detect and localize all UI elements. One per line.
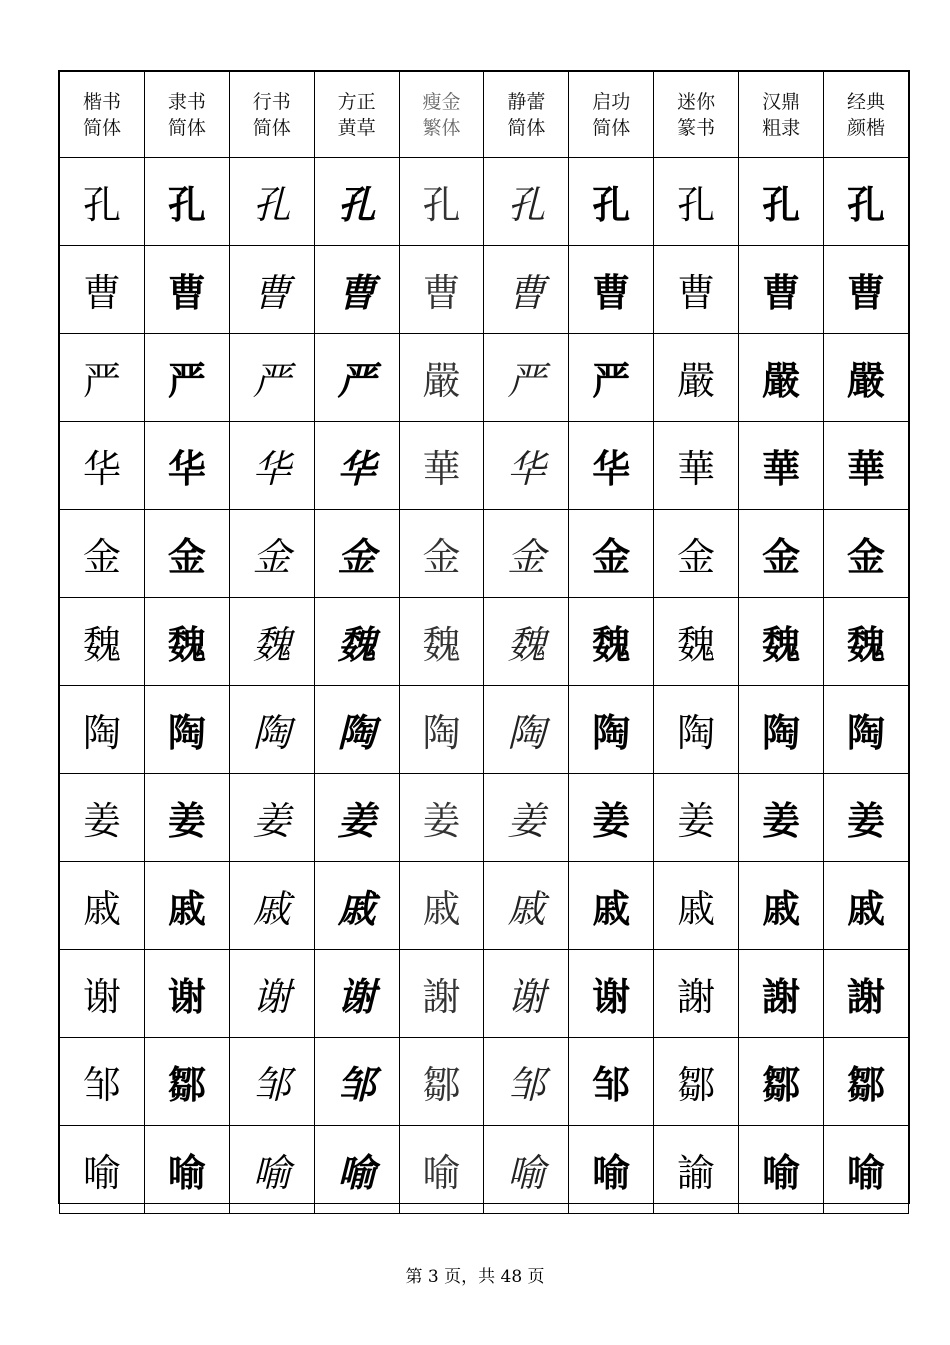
character-row: [60, 598, 909, 686]
character-cell: 喻: [399, 1126, 484, 1214]
character-cell: 魏: [60, 598, 145, 686]
calligraphy-font-table: [59, 71, 909, 1214]
header-xingshu-jianti: [229, 72, 314, 158]
header-jinglei-jianti: [484, 72, 569, 158]
character-cell: 戚: [314, 862, 399, 950]
header-jingdian-yankai: [824, 72, 909, 158]
calligraphy-font-table-frame: [58, 70, 910, 1204]
character-cell: 喻: [60, 1126, 145, 1214]
character-cell: 谢: [314, 950, 399, 1038]
character-cell: 姜: [484, 774, 569, 862]
header-line: 方正: [337, 90, 376, 113]
character-row: [60, 1126, 909, 1214]
character-row: [60, 1038, 909, 1126]
header-line: 繁体: [422, 116, 461, 139]
character-cell: 陶: [144, 686, 229, 774]
footer-total-pages: 48: [500, 1267, 523, 1287]
character-row: [60, 510, 909, 598]
character-cell: 戚: [824, 862, 909, 950]
character-cell: 鄒: [144, 1038, 229, 1126]
header-line: 瘦金: [422, 90, 461, 113]
header-line: 黄草: [337, 116, 376, 139]
header-line: 静蕾: [507, 90, 546, 113]
character-row: [60, 950, 909, 1038]
character-cell: 华: [60, 422, 145, 510]
character-cell: 谢: [229, 950, 314, 1038]
character-cell: 謝: [399, 950, 484, 1038]
character-cell: 華: [824, 422, 909, 510]
header-kaishu-jianti: [60, 72, 145, 158]
character-cell: 嚴: [824, 334, 909, 422]
character-cell: 喻: [144, 1126, 229, 1214]
character-cell: 邹: [229, 1038, 314, 1126]
character-cell: 陶: [229, 686, 314, 774]
character-cell: 姜: [144, 774, 229, 862]
character-cell: 謝: [824, 950, 909, 1038]
character-row: [60, 422, 909, 510]
character-cell: 孔: [229, 158, 314, 246]
character-cell: 陶: [60, 686, 145, 774]
character-cell: 曹: [654, 246, 739, 334]
character-grid-body: [60, 158, 909, 1214]
character-cell: 戚: [484, 862, 569, 950]
character-cell: 戚: [60, 862, 145, 950]
character-cell: 喻: [569, 1126, 654, 1214]
header-line: 楷书: [82, 90, 121, 113]
character-cell: 金: [399, 510, 484, 598]
character-cell: 金: [229, 510, 314, 598]
character-cell: 孔: [739, 158, 824, 246]
character-cell: 陶: [824, 686, 909, 774]
character-cell: 孔: [60, 158, 145, 246]
header-handing-culi: [739, 72, 824, 158]
character-cell: 金: [569, 510, 654, 598]
character-cell: 金: [60, 510, 145, 598]
character-cell: 魏: [314, 598, 399, 686]
character-cell: 谢: [144, 950, 229, 1038]
character-row: [60, 686, 909, 774]
character-cell: 华: [144, 422, 229, 510]
character-row: [60, 246, 909, 334]
character-cell: 邹: [569, 1038, 654, 1126]
character-cell: 谢: [484, 950, 569, 1038]
character-cell: 严: [484, 334, 569, 422]
character-cell: 姜: [229, 774, 314, 862]
character-cell: 华: [484, 422, 569, 510]
character-cell: 曹: [824, 246, 909, 334]
character-cell: 魏: [569, 598, 654, 686]
character-cell: 喻: [314, 1126, 399, 1214]
character-cell: 陶: [739, 686, 824, 774]
character-cell: 严: [144, 334, 229, 422]
character-row: [60, 334, 909, 422]
character-cell: 严: [314, 334, 399, 422]
character-cell: 魏: [484, 598, 569, 686]
character-row: [60, 158, 909, 246]
character-cell: 曹: [399, 246, 484, 334]
character-cell: 華: [399, 422, 484, 510]
character-cell: 严: [60, 334, 145, 422]
header-line: 简体: [167, 116, 206, 139]
header-line: 行书: [252, 90, 291, 113]
header-fangzheng-huangcao: [314, 72, 399, 158]
character-cell: 孔: [314, 158, 399, 246]
character-cell: 戚: [229, 862, 314, 950]
character-cell: 鄒: [399, 1038, 484, 1126]
character-cell: 姜: [399, 774, 484, 862]
character-row: [60, 862, 909, 950]
character-cell: 谢: [60, 950, 145, 1038]
character-cell: 喻: [229, 1126, 314, 1214]
character-cell: 姜: [60, 774, 145, 862]
character-cell: 金: [824, 510, 909, 598]
character-cell: 金: [484, 510, 569, 598]
header-line: 颜楷: [847, 116, 886, 139]
character-cell: 邹: [314, 1038, 399, 1126]
footer-current-page: 3: [427, 1267, 439, 1287]
character-cell: 謝: [654, 950, 739, 1038]
character-cell: 严: [569, 334, 654, 422]
character-cell: 戚: [399, 862, 484, 950]
character-cell: 嚴: [399, 334, 484, 422]
header-line: 简体: [252, 116, 291, 139]
header-line: 隶书: [167, 90, 206, 113]
character-cell: 魏: [824, 598, 909, 686]
character-cell: 陶: [484, 686, 569, 774]
character-cell: 曹: [144, 246, 229, 334]
footer-middle: 页，共: [444, 1267, 496, 1287]
footer-prefix: 第: [405, 1267, 423, 1287]
character-cell: 华: [569, 422, 654, 510]
header-line: 启功: [592, 90, 631, 113]
character-cell: 曹: [484, 246, 569, 334]
character-cell: 魏: [654, 598, 739, 686]
font-header-row: [60, 72, 909, 158]
character-cell: 华: [229, 422, 314, 510]
character-cell: 鄒: [739, 1038, 824, 1126]
character-cell: 陶: [569, 686, 654, 774]
character-cell: 諭: [654, 1126, 739, 1214]
character-cell: 孔: [399, 158, 484, 246]
character-cell: 魏: [229, 598, 314, 686]
character-cell: 姜: [824, 774, 909, 862]
header-qigong-jianti: [569, 72, 654, 158]
character-cell: 金: [654, 510, 739, 598]
header-shoujin-fanti: [399, 72, 484, 158]
header-mini-zhuanshu: [654, 72, 739, 158]
header-line: 简体: [82, 116, 121, 139]
character-row: [60, 774, 909, 862]
character-cell: 孔: [144, 158, 229, 246]
character-cell: 孔: [654, 158, 739, 246]
character-cell: 孔: [484, 158, 569, 246]
character-cell: 谢: [569, 950, 654, 1038]
character-cell: 戚: [739, 862, 824, 950]
header-line: 简体: [507, 116, 546, 139]
header-line: 迷你: [677, 90, 716, 113]
character-cell: 孔: [824, 158, 909, 246]
character-cell: 喻: [484, 1126, 569, 1214]
character-cell: 陶: [314, 686, 399, 774]
header-line: 汉鼎: [762, 90, 801, 113]
character-cell: 曹: [569, 246, 654, 334]
character-cell: 金: [739, 510, 824, 598]
character-cell: 邹: [60, 1038, 145, 1126]
header-line: 篆书: [677, 116, 716, 139]
character-cell: 曹: [739, 246, 824, 334]
character-cell: 曹: [60, 246, 145, 334]
footer-suffix: 页: [527, 1267, 545, 1287]
character-cell: 陶: [399, 686, 484, 774]
character-cell: 金: [314, 510, 399, 598]
character-cell: 华: [314, 422, 399, 510]
character-cell: 魏: [144, 598, 229, 686]
character-cell: 邹: [484, 1038, 569, 1126]
character-cell: 魏: [739, 598, 824, 686]
character-cell: 戚: [654, 862, 739, 950]
character-cell: 嚴: [739, 334, 824, 422]
header-lishu-jianti: [144, 72, 229, 158]
character-cell: 曹: [229, 246, 314, 334]
character-cell: 喻: [739, 1126, 824, 1214]
character-cell: 嚴: [654, 334, 739, 422]
character-cell: 孔: [569, 158, 654, 246]
character-cell: 華: [739, 422, 824, 510]
character-cell: 魏: [399, 598, 484, 686]
character-cell: 戚: [144, 862, 229, 950]
header-line: 粗隶: [762, 116, 801, 139]
character-cell: 严: [229, 334, 314, 422]
character-cell: 金: [144, 510, 229, 598]
character-cell: 姜: [314, 774, 399, 862]
character-cell: 姜: [739, 774, 824, 862]
header-line: 简体: [592, 116, 631, 139]
character-cell: 姜: [654, 774, 739, 862]
character-cell: 喻: [824, 1126, 909, 1214]
character-cell: 謝: [739, 950, 824, 1038]
character-cell: 姜: [569, 774, 654, 862]
page-footer: [0, 1262, 950, 1287]
character-cell: 戚: [569, 862, 654, 950]
character-cell: 鄒: [654, 1038, 739, 1126]
character-cell: 陶: [654, 686, 739, 774]
header-line: 经典: [847, 90, 886, 113]
character-cell: 華: [654, 422, 739, 510]
character-cell: 曹: [314, 246, 399, 334]
character-cell: 鄒: [824, 1038, 909, 1126]
